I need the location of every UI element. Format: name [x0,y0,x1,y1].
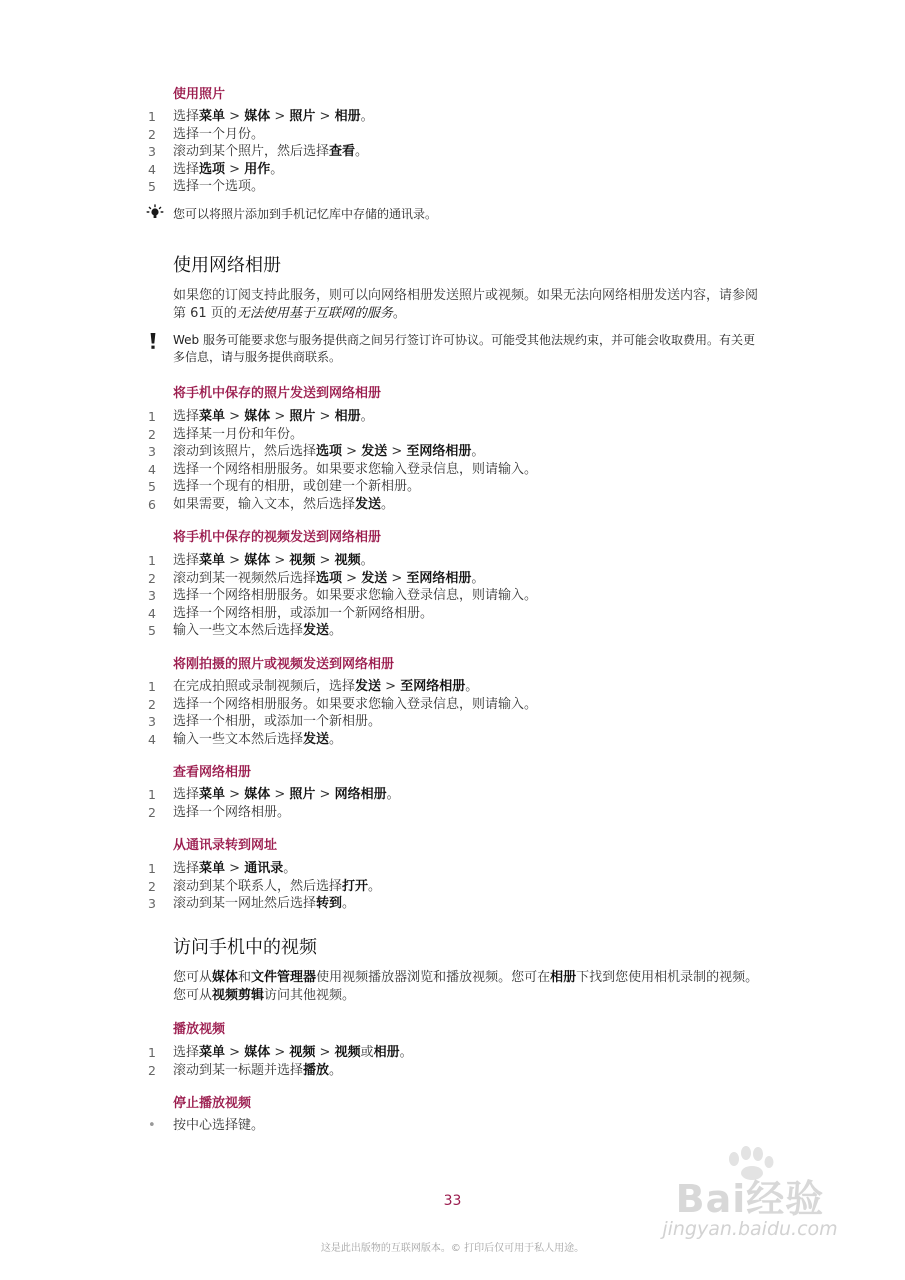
watermark-url: jingyan.baidu.com [662,1218,838,1240]
step-number: 4 [148,161,156,177]
menu-path-term: 选项 [316,444,343,459]
step-text: > [342,444,362,459]
step-item [148,678,768,696]
step-item [148,713,768,731]
step-text: > [225,161,245,177]
step-text: 。 [329,731,343,747]
step-text: 选择一个月份。 [173,126,265,142]
step-content [173,731,342,749]
step-text: > [315,109,335,124]
bullet-dot: • [148,1118,156,1133]
bullets-stop-video [148,1117,768,1135]
step-text: 滚动到某个联系人，然后选择 [173,878,343,894]
step-content [173,678,478,696]
menu-path-term: 打开 [342,878,369,894]
paragraph-text: 您可从 [173,970,213,985]
step-text: 。 [471,444,485,459]
menu-path-term: 相册 [373,1045,400,1060]
emphasis-term: 相册 [550,970,577,985]
paragraph-text: 访问其他视频。 [264,988,356,1003]
menu-path-term: 菜单 [199,553,226,568]
menu-path-term: 发送 [303,731,330,747]
step-text: > [225,861,245,876]
section-title-view-web-albums: 查看网络相册 [173,765,252,780]
paragraph-text: 如果您的订阅支持此服务，则可以向网络相册发送照片或视频。如果无法向网络相册发送内容，请参阅第 61 页的 [173,288,759,321]
step-text: > [270,787,290,802]
steps-play-video [148,1044,768,1079]
step-number: 6 [148,496,156,512]
step-text: 滚动到某一标题并选择 [173,1062,304,1078]
step-text: > [381,679,401,694]
step-item [148,178,768,196]
step-item [148,860,768,878]
step-content [173,587,537,605]
step-text: 。 [399,1045,413,1060]
step-text: > [387,444,407,459]
step-text: > [225,1045,245,1060]
section-title-use-photos: 使用照片 [173,87,226,102]
step-item [148,408,768,426]
step-content [173,570,484,588]
menu-path-term: 发送 [355,679,382,694]
step-text: 选择 [173,161,200,177]
menu-path-term: 媒体 [244,553,271,568]
step-text: 选择一个网络相册服务。如果要求您输入登录信息，则请输入。 [173,588,538,603]
menu-path-term: 照片 [289,787,316,802]
step-content [173,696,537,714]
step-text: 选择 [173,861,200,876]
step-number: 4 [148,605,156,621]
step-content [173,878,381,896]
step-content [173,552,374,570]
menu-path-term: 媒体 [244,409,271,424]
warning-text: Web 服务可能要求您与服务提供商之间另行签订许可协议。可能受其他法规约束，并可能会收取费用。有关更多信息，请与服务提供商联系。 [173,333,755,364]
step-content [173,713,381,731]
step-text: 。 [360,553,374,568]
step-number: 2 [148,696,156,712]
step-text: 选择一个网络相册。 [173,804,291,820]
step-number: 3 [148,144,156,159]
step-content [173,786,400,804]
menu-path-term: 至网络相册 [406,570,472,586]
step-content [173,426,303,444]
step-content [173,461,537,479]
step-number: 3 [148,896,156,911]
step-content [173,478,420,496]
menu-path-term: 照片 [289,409,316,424]
step-text: 选择 [173,109,200,124]
steps-use-photos [148,108,768,196]
link-internet-services[interactable]: 无法使用基于互联网的服务 [236,306,393,321]
paragraph-text: 使用视频播放器浏览和播放视频。您可在 [316,970,551,985]
emphasis-term: 媒体 [212,970,239,985]
step-text: 选择 [173,553,200,568]
step-item [148,161,768,179]
step-number: 1 [148,1045,156,1060]
step-text: 选择一个网络相册服务。如果要求您输入登录信息，则请输入。 [173,696,538,712]
step-content [173,161,283,179]
menu-path-term: 至网络相册 [400,679,466,694]
emphasis-term: 文件管理器 [251,970,317,985]
step-text: 如果需要，输入文本，然后选择 [173,496,356,512]
emphasis-term: 视频剪辑 [212,988,265,1003]
step-text: 选择 [173,1045,200,1060]
step-text: 。 [360,409,374,424]
step-item [148,478,768,496]
menu-path-term: 发送 [361,444,388,459]
step-text: 选择某一月份和年份。 [173,426,304,442]
step-text: 。 [368,878,382,894]
step-text: > [225,787,245,802]
step-text: 输入一些文本然后选择 [173,623,304,638]
step-text: 输入一些文本然后选择 [173,731,304,747]
step-number: 3 [148,444,156,459]
menu-path-term: 视频 [334,553,361,568]
step-text: 。 [342,896,356,911]
step-content [173,605,433,623]
step-item [148,804,768,822]
menu-path-term: 选项 [316,570,343,586]
step-item [148,426,768,444]
step-item [148,126,768,144]
step-text: 滚动到某一网址然后选择 [173,896,317,911]
step-content [173,1062,342,1080]
paragraph-end: 。 [392,306,406,321]
section-title-send-new-capture: 将刚拍摄的照片或视频发送到网络相册 [173,657,395,672]
footer-notice: 这是此出版物的互联网版本。© 打印后仅可用于私人用途。 [320,1243,585,1254]
step-text: > [225,553,245,568]
paragraph-web-albums [173,287,763,323]
menu-path-term: 媒体 [244,787,271,802]
step-text: 。 [465,679,479,694]
step-content [173,143,368,161]
menu-path-term: 相册 [334,409,361,424]
steps-send-photos [148,408,768,513]
steps-send-videos [148,552,768,640]
step-text: > [342,570,362,586]
step-content [173,126,264,144]
step-number: 1 [148,409,156,424]
menu-path-term: 发送 [303,623,330,638]
page-number: 33 [443,1193,462,1209]
step-number: 1 [148,553,156,568]
step-content [173,1044,413,1062]
menu-path-term: 发送 [355,496,382,512]
step-content [173,178,264,196]
step-number: 2 [148,878,156,894]
step-item [148,786,768,804]
step-item [148,143,768,161]
step-text: 选择 [173,787,200,802]
menu-path-term: 选项 [199,161,226,177]
menu-path-term: 通讯录 [244,861,284,876]
menu-path-term: 菜单 [199,787,226,802]
menu-path-term: 转到 [316,896,343,911]
paragraph-text: 和 [238,970,252,985]
menu-path-term: 菜单 [199,109,226,124]
paragraph-text: 下找到您使用相机录制的视频。您可从 [173,970,759,1003]
step-item [148,605,768,623]
step-text: 。 [355,144,369,159]
menu-path-term: 媒体 [244,1045,271,1060]
step-number: 2 [148,126,156,142]
step-content [173,108,374,126]
tip-lightbulb-icon [146,204,164,222]
step-text: > [270,109,290,124]
step-text: 滚动到某一视频然后选择 [173,570,317,586]
step-text: > [225,109,245,124]
step-text: 选择 [173,409,200,424]
step-text: 滚动到该照片，然后选择 [173,444,317,459]
menu-path-term: 照片 [289,109,316,124]
tip-text: 您可以将照片添加到手机记忆库中存储的通讯录。 [173,207,438,221]
step-number: 5 [148,179,156,194]
menu-path-term: 菜单 [199,409,226,424]
step-item [148,443,768,461]
menu-path-term: 网络相册 [334,787,387,802]
step-number: 3 [148,714,156,729]
menu-path-term: 查看 [329,144,356,159]
step-content [173,408,374,426]
step-text: 。 [471,570,485,586]
step-text: 选择一个选项。 [173,179,265,194]
step-number: 1 [148,679,156,694]
step-text: 。 [283,861,297,876]
menu-path-term: 用作 [244,161,271,177]
watermark-brand: Bai经验 [675,1177,825,1221]
step-text: 滚动到某个照片，然后选择 [173,144,330,159]
step-text: 选择一个现有的相册，或创建一个新相册。 [173,479,421,494]
step-text: 选择一个网络相册，或添加一个新网络相册。 [173,605,434,621]
menu-path-term: 媒体 [244,109,271,124]
section-title-stop-video: 停止播放视频 [173,1096,252,1111]
step-item [148,1044,768,1062]
menu-path-term: 相册 [334,109,361,124]
step-number: 5 [148,623,156,638]
step-item [148,622,768,640]
step-number: 2 [148,570,156,586]
step-text: > [315,1045,335,1060]
step-content [173,860,296,878]
step-number: 4 [148,461,156,477]
menu-path-term: 发送 [361,570,388,586]
menu-path-term: 至网络相册 [406,444,472,459]
step-item [148,696,768,714]
step-item [148,878,768,896]
menu-path-term: 视频 [289,553,316,568]
menu-path-term: 菜单 [199,861,226,876]
section-heading-web-albums: 使用网络相册 [173,255,281,276]
step-item [148,895,768,913]
step-item [148,461,768,479]
section-heading-phone-videos: 访问手机中的视频 [173,937,317,958]
step-number: 2 [148,1062,156,1078]
step-text: > [270,1045,290,1060]
step-content [173,895,355,913]
steps-send-new-capture [148,678,768,748]
step-item [148,496,768,514]
step-item [148,1062,768,1080]
section-title-play-video: 播放视频 [173,1022,226,1037]
step-text: > [315,787,335,802]
menu-path-term: 播放 [303,1062,330,1078]
step-item [148,731,768,749]
step-number: 3 [148,588,156,603]
steps-contacts-url [148,860,768,913]
list-item [148,1117,768,1135]
step-text: > [387,570,407,586]
step-number: 1 [148,861,156,876]
step-content [173,804,290,822]
step-number: 2 [148,426,156,442]
step-item [148,587,768,605]
step-text: > [225,409,245,424]
section-title-contacts-url: 从通讯录转到网址 [173,838,278,853]
step-content [173,622,342,640]
step-item [148,552,768,570]
paragraph-phone-videos [173,969,763,1005]
step-text: 。 [360,109,374,124]
step-text: 。 [270,161,284,177]
step-text: 。 [329,1062,343,1078]
step-text: > [315,409,335,424]
menu-path-term: 视频 [289,1045,316,1060]
section-title-send-photos: 将手机中保存的照片发送到网络相册 [173,386,382,401]
step-text: 。 [386,787,400,802]
steps-view-web-albums [148,786,768,821]
step-content [173,443,484,461]
step-number: 2 [148,804,156,820]
step-text: > [270,409,290,424]
warning-exclamation-icon [149,333,157,350]
step-text: 选择一个网络相册服务。如果要求您输入登录信息，则请输入。 [173,461,538,477]
step-number: 4 [148,731,156,747]
step-number: 5 [148,479,156,494]
step-text: 或 [360,1045,374,1060]
step-text: > [270,553,290,568]
menu-path-term: 视频 [334,1045,361,1060]
step-content [173,496,394,514]
step-item [148,570,768,588]
step-number: 1 [148,109,156,124]
step-text: 。 [329,623,343,638]
step-number: 1 [148,787,156,802]
list-item-text: 按中心选择键。 [173,1118,265,1133]
step-text: 在完成拍照或录制视频后，选择 [173,679,356,694]
step-item [148,108,768,126]
menu-path-term: 菜单 [199,1045,226,1060]
step-text: 。 [381,496,395,512]
section-title-send-videos: 将手机中保存的视频发送到网络相册 [173,530,382,545]
step-text: 选择一个相册，或添加一个新相册。 [173,714,382,729]
step-text: > [315,553,335,568]
